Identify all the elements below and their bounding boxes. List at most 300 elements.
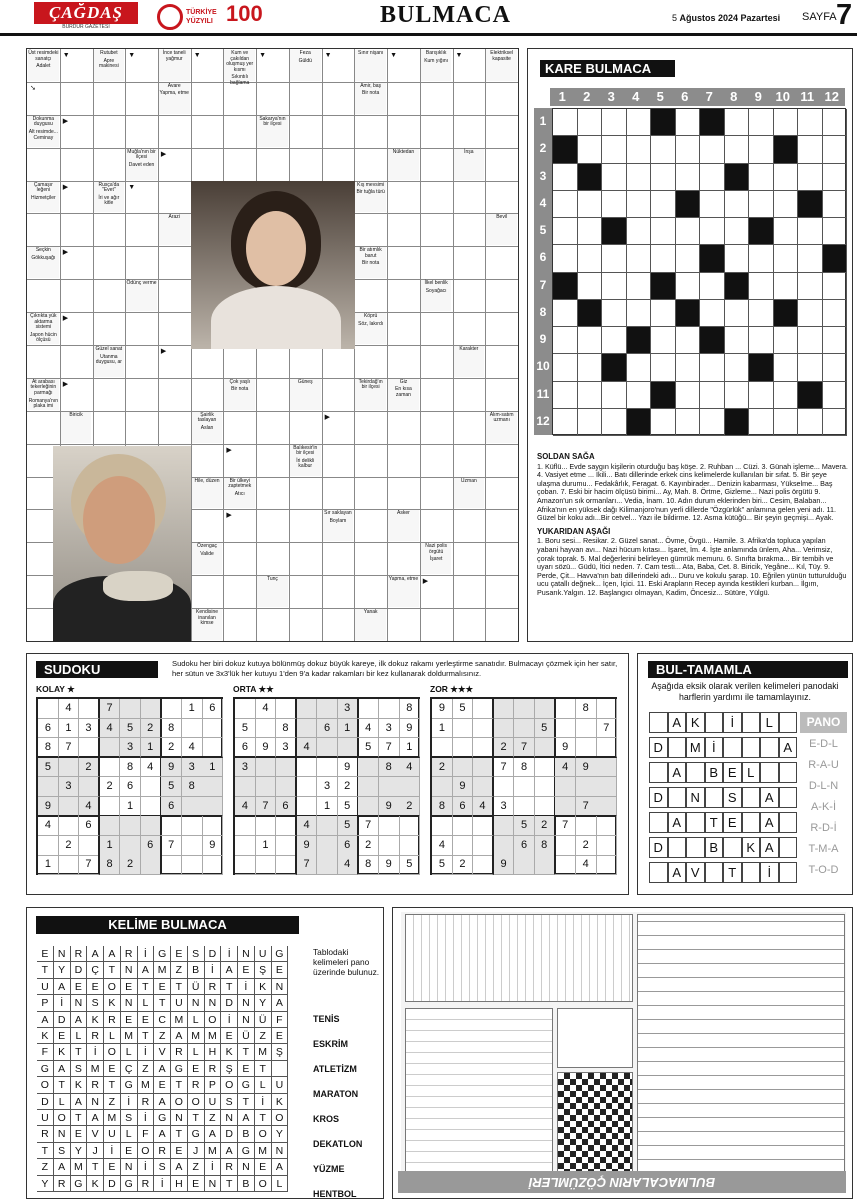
word-search-letter: Y bbox=[37, 1176, 54, 1192]
white-square bbox=[602, 191, 627, 218]
sudoku-cell bbox=[79, 777, 100, 797]
word-search-letter: U bbox=[205, 1094, 222, 1110]
column-number: 1 bbox=[558, 89, 566, 104]
sudoku-cell bbox=[182, 836, 203, 856]
word-search-letter: D bbox=[205, 946, 222, 962]
solution-bul-tamamla bbox=[557, 1008, 633, 1068]
clue-cell bbox=[388, 510, 419, 541]
letter-cell: T bbox=[723, 862, 742, 883]
kare-bulmaca-title: KARE BULMACA bbox=[540, 60, 675, 77]
word-search-letter: C bbox=[154, 1012, 171, 1028]
word-search-letter: O bbox=[171, 1094, 188, 1110]
sudoku-cell bbox=[473, 855, 494, 875]
word-search-letter: R bbox=[138, 1176, 155, 1192]
sudoku-cell: 5 bbox=[535, 719, 556, 739]
white-square bbox=[553, 300, 578, 327]
word-search-letter: A bbox=[154, 1061, 171, 1077]
clue-text: Valide bbox=[200, 550, 214, 557]
word-to-find: KROS bbox=[313, 1114, 340, 1124]
word-search-letter: E bbox=[154, 1077, 171, 1093]
word-search-letter: İ bbox=[205, 1159, 222, 1175]
clue-text: Boylam bbox=[329, 517, 347, 524]
sudoku-cell: 3 bbox=[379, 719, 400, 739]
sudoku-cell bbox=[235, 855, 256, 875]
clue-text: Adalet bbox=[36, 63, 51, 70]
word-search-letter: K bbox=[272, 1094, 289, 1110]
word-search-letter: S bbox=[87, 995, 104, 1011]
word-search-letter: N bbox=[238, 946, 255, 962]
clue-text: Çıkrıkta yük aktarma sistemi bbox=[30, 313, 57, 331]
clue-cell bbox=[94, 182, 125, 213]
clue-cell bbox=[355, 313, 386, 344]
sudoku-cell: 9 bbox=[494, 855, 515, 875]
sudoku-cell bbox=[596, 816, 617, 836]
sudoku-cell: 9 bbox=[338, 758, 359, 778]
sudoku-cell bbox=[514, 777, 535, 797]
sudoku-cell bbox=[79, 738, 100, 758]
clue-text: Balıkesir'in bir ilçesi bbox=[293, 444, 318, 457]
sudoku-cell: 5 bbox=[514, 816, 535, 836]
white-square bbox=[578, 245, 603, 272]
letter-cell bbox=[742, 812, 761, 833]
sudoku-cell bbox=[256, 758, 277, 778]
word-search-letter: N bbox=[54, 1126, 71, 1142]
clue-text: Tunç bbox=[266, 576, 278, 583]
black-square bbox=[651, 382, 676, 409]
clue-cell bbox=[159, 50, 190, 81]
white-square bbox=[774, 354, 799, 381]
white-square bbox=[749, 136, 774, 163]
sudoku-cell bbox=[555, 855, 576, 875]
row-number: 10 bbox=[536, 359, 550, 374]
sudoku-cell bbox=[100, 816, 121, 836]
sudoku-cell bbox=[514, 855, 535, 875]
white-square bbox=[676, 409, 701, 436]
word-search-letter: P bbox=[37, 995, 54, 1011]
sudoku-cell bbox=[494, 777, 515, 797]
letter-cell: A bbox=[760, 787, 779, 808]
word-search-letter: O bbox=[104, 979, 121, 995]
word-search-letter: İ bbox=[221, 1012, 238, 1028]
letter-cell bbox=[686, 812, 705, 833]
white-square bbox=[774, 273, 799, 300]
white-square bbox=[823, 218, 848, 245]
sudoku-cell bbox=[399, 777, 420, 797]
word-search-letter: T bbox=[171, 1126, 188, 1142]
arrow-icon: ▼ bbox=[455, 52, 463, 59]
white-square bbox=[602, 245, 627, 272]
word-search-letter: Y bbox=[71, 1143, 88, 1159]
white-square bbox=[798, 354, 823, 381]
clue-cell bbox=[355, 182, 386, 213]
word-search-letter: L bbox=[121, 1044, 138, 1060]
clue-cell bbox=[94, 50, 125, 81]
word-search-letter: Z bbox=[255, 1028, 272, 1044]
word-search-letter: A bbox=[138, 962, 155, 978]
word-search-letter: T bbox=[71, 1110, 88, 1126]
sudoku-cell bbox=[317, 836, 338, 856]
sudoku-cell: 5 bbox=[161, 777, 182, 797]
black-square bbox=[627, 327, 652, 354]
sudoku-cell bbox=[297, 797, 318, 817]
sudoku-cell: 7 bbox=[161, 836, 182, 856]
word-search-letter: T bbox=[37, 962, 54, 978]
sudoku-cell: 7 bbox=[494, 758, 515, 778]
sudoku-cell: 6 bbox=[141, 836, 162, 856]
row-number: 3 bbox=[539, 168, 547, 183]
clue-text: Uzman bbox=[460, 477, 477, 484]
clue-text: Sınır nişanı bbox=[357, 50, 384, 56]
word-search-letter: K bbox=[54, 1044, 71, 1060]
sudoku-cell: 2 bbox=[79, 758, 100, 778]
clue-text: İnşa bbox=[464, 148, 474, 155]
letter-cell bbox=[649, 812, 668, 833]
solution-main-crossword bbox=[637, 914, 845, 1174]
white-square bbox=[676, 354, 701, 381]
white-square bbox=[676, 327, 701, 354]
word-search-letter: O bbox=[255, 1176, 272, 1192]
sudoku-cell: 2 bbox=[494, 738, 515, 758]
sudoku-cell: 9 bbox=[555, 738, 576, 758]
word-search-letter: G bbox=[238, 1143, 255, 1159]
white-square bbox=[578, 409, 603, 436]
word-search-grid bbox=[37, 946, 305, 1193]
sudoku-cell bbox=[297, 699, 318, 719]
word-search-letter: O bbox=[188, 1094, 205, 1110]
word-search-letter: D bbox=[71, 962, 88, 978]
solutions-banner: BULMACALARIN ÇÖZÜMLERİ bbox=[398, 1171, 846, 1193]
sudoku-cell: 6 bbox=[202, 699, 223, 719]
white-square bbox=[774, 327, 799, 354]
black-square bbox=[798, 382, 823, 409]
word-to-find: HENTBOL bbox=[313, 1189, 357, 1199]
word-search-letter: D bbox=[104, 1176, 121, 1192]
sudoku-cell: 7 bbox=[79, 855, 100, 875]
letter-cell bbox=[779, 712, 798, 733]
issue-date bbox=[672, 13, 780, 23]
word-search-letter: R bbox=[104, 1012, 121, 1028]
sudoku-cell bbox=[317, 699, 338, 719]
white-square bbox=[749, 109, 774, 136]
sudoku-cell bbox=[596, 738, 617, 758]
word-search-letter: E bbox=[154, 979, 171, 995]
word-search-letter: Ç bbox=[121, 1061, 138, 1077]
sudoku-cell: 1 bbox=[100, 836, 121, 856]
page-title: BULMACA bbox=[380, 2, 511, 28]
sudoku-cell bbox=[596, 777, 617, 797]
sudoku-cell bbox=[514, 699, 535, 719]
white-square bbox=[774, 191, 799, 218]
arrow-icon: ▶ bbox=[160, 348, 167, 355]
arrow-icon: ▼ bbox=[128, 183, 136, 191]
word-search-letter: U bbox=[104, 1126, 121, 1142]
word-search-letter: Z bbox=[154, 1028, 171, 1044]
sudoku-cell bbox=[535, 855, 556, 875]
white-square bbox=[602, 273, 627, 300]
column-number: 7 bbox=[705, 89, 713, 104]
word-search-letter: L bbox=[188, 1012, 205, 1028]
word-search-letter: U bbox=[272, 1077, 289, 1093]
word-search-letter: T bbox=[221, 979, 238, 995]
arrow-icon: ▼ bbox=[324, 52, 332, 59]
word-search-letter: V bbox=[87, 1126, 104, 1142]
clue-text: Asker bbox=[397, 510, 410, 517]
black-square bbox=[774, 300, 799, 327]
sudoku-cell bbox=[141, 777, 162, 797]
sudoku-cell bbox=[453, 738, 474, 758]
clue-text: Bir tuğla türü bbox=[356, 189, 385, 196]
sudoku-cell bbox=[59, 797, 80, 817]
sudoku-cell: 3 bbox=[79, 719, 100, 739]
sudoku-cell: 4 bbox=[235, 797, 256, 817]
pano-letters: R-D-İ bbox=[810, 822, 837, 834]
clue-cell bbox=[126, 149, 157, 180]
word-search-letter: J bbox=[188, 1143, 205, 1159]
sudoku-cell bbox=[59, 855, 80, 875]
white-square bbox=[700, 218, 725, 245]
word-search-letter: E bbox=[255, 1159, 272, 1175]
sudoku-cell bbox=[276, 699, 297, 719]
black-square bbox=[700, 327, 725, 354]
word-search-letter: H bbox=[205, 1044, 222, 1060]
sudoku-cell: 8 bbox=[379, 758, 400, 778]
word-search-letter: H bbox=[171, 1176, 188, 1192]
grid-line-h bbox=[27, 378, 518, 379]
letter-cell bbox=[686, 762, 705, 783]
word-search-letter: U bbox=[171, 995, 188, 1011]
arrow-icon: ▶ bbox=[422, 578, 429, 586]
word-search-letter: A bbox=[71, 1012, 88, 1028]
word-search-letter: L bbox=[255, 1077, 272, 1093]
sudoku-cell bbox=[576, 738, 597, 758]
letter-cell: N bbox=[686, 787, 705, 808]
sudoku-cell: 6 bbox=[38, 719, 59, 739]
white-square bbox=[798, 409, 823, 436]
word-search-letter: İ bbox=[87, 1044, 104, 1060]
sudoku-cell: 9 bbox=[161, 758, 182, 778]
white-square bbox=[749, 191, 774, 218]
centenary-logo: 100 bbox=[226, 1, 263, 26]
word-search-letter: Z bbox=[138, 1061, 155, 1077]
letter-cell: T bbox=[705, 812, 724, 833]
word-search-letter: F bbox=[138, 1126, 155, 1142]
word-search-letter: R bbox=[54, 1176, 71, 1192]
sudoku-cell bbox=[379, 699, 400, 719]
word-search-letter: İ bbox=[54, 995, 71, 1011]
clue-text: Kum yığını bbox=[424, 57, 449, 64]
sudoku-cell bbox=[276, 816, 297, 836]
letter-cell: A bbox=[668, 812, 687, 833]
column-number: 4 bbox=[632, 89, 640, 104]
sudoku-cell bbox=[555, 797, 576, 817]
word-search-letter: N bbox=[188, 995, 205, 1011]
word-search-letter: E bbox=[121, 979, 138, 995]
clue-text: Güldü bbox=[298, 57, 312, 64]
word-to-find: ATLETİZM bbox=[313, 1064, 357, 1074]
word-search-letter: R bbox=[71, 946, 88, 962]
sudoku-cell bbox=[235, 836, 256, 856]
arrow-icon: ▶ bbox=[62, 249, 69, 257]
white-square bbox=[725, 245, 750, 272]
word-search-letter: İ bbox=[121, 1094, 138, 1110]
white-square bbox=[725, 109, 750, 136]
sudoku-cell bbox=[120, 699, 141, 719]
clue-text: Bir atımlık barut bbox=[359, 247, 382, 259]
word-search-letter: İ bbox=[138, 1044, 155, 1060]
word-search-letter: M bbox=[255, 1044, 272, 1060]
sudoku-cell: 7 bbox=[555, 816, 576, 836]
black-square bbox=[798, 191, 823, 218]
white-square bbox=[725, 354, 750, 381]
word-search-letter: S bbox=[54, 1143, 71, 1159]
white-square bbox=[578, 136, 603, 163]
sudoku-level-label: ZOR ★★★ bbox=[430, 684, 474, 694]
sudoku-cell bbox=[453, 758, 474, 778]
white-square bbox=[602, 136, 627, 163]
clue-text: Bir ülkeyi zaptetmek bbox=[228, 477, 252, 490]
sudoku-cell bbox=[202, 855, 223, 875]
word-search-letter: N bbox=[71, 995, 88, 1011]
word-search-letter: A bbox=[171, 1028, 188, 1044]
sudoku-cell bbox=[473, 758, 494, 778]
word-search-letter: K bbox=[255, 979, 272, 995]
sudoku-cell bbox=[473, 816, 494, 836]
clue-cell bbox=[355, 379, 386, 410]
word-to-find: YÜZME bbox=[313, 1164, 345, 1174]
word-search-letter: R bbox=[37, 1126, 54, 1142]
sudoku-cell: 9 bbox=[399, 719, 420, 739]
sudoku-cell: 9 bbox=[38, 797, 59, 817]
sudoku-cell bbox=[399, 836, 420, 856]
black-square bbox=[553, 136, 578, 163]
word-search-letter: T bbox=[104, 1077, 121, 1093]
sudoku-cell: 2 bbox=[399, 797, 420, 817]
clue-text: Karakter bbox=[459, 346, 479, 352]
sudoku-cell: 3 bbox=[338, 699, 359, 719]
clue-cell bbox=[421, 50, 452, 81]
sudoku-cell bbox=[79, 836, 100, 856]
white-square bbox=[700, 191, 725, 218]
word-search-letter: D bbox=[221, 1126, 238, 1142]
white-square bbox=[774, 245, 799, 272]
row-number: 7 bbox=[539, 277, 547, 292]
sudoku-cell bbox=[59, 758, 80, 778]
clue-cell bbox=[323, 510, 354, 541]
clue-cell bbox=[355, 247, 386, 278]
word-search-letter: R bbox=[87, 1028, 104, 1044]
column-number: 9 bbox=[754, 89, 762, 104]
clue-cell bbox=[224, 478, 255, 509]
letter-cell: B bbox=[705, 762, 724, 783]
sudoku-cell bbox=[297, 719, 318, 739]
clue-text: Kış mevsimi bbox=[357, 181, 385, 188]
black-square bbox=[700, 245, 725, 272]
sudoku-cell bbox=[317, 758, 338, 778]
letter-cell: İ bbox=[705, 737, 724, 758]
word-search-letter: N bbox=[221, 1110, 238, 1126]
sudoku-cell: 4 bbox=[297, 816, 318, 836]
white-square bbox=[676, 218, 701, 245]
pano-letters: R-A-U bbox=[808, 759, 839, 771]
letter-cell bbox=[779, 762, 798, 783]
solution-kare bbox=[557, 1072, 633, 1174]
word-search-letter: Ü bbox=[238, 1028, 255, 1044]
sudoku-cell bbox=[256, 719, 277, 739]
white-square bbox=[823, 109, 848, 136]
sudoku-cell: 5 bbox=[358, 738, 379, 758]
sudoku-cell: 5 bbox=[235, 719, 256, 739]
word-search-letter: N bbox=[171, 1110, 188, 1126]
clue-text: Romanya'nın plaka imi bbox=[28, 397, 58, 410]
word-search-letter: T bbox=[71, 1044, 88, 1060]
word-to-find: ESKRİM bbox=[313, 1039, 349, 1049]
black-square bbox=[725, 409, 750, 436]
word-search-letter: L bbox=[138, 995, 155, 1011]
white-square bbox=[823, 300, 848, 327]
sudoku-cell bbox=[453, 836, 474, 856]
word-search-letter: R bbox=[138, 1094, 155, 1110]
word-search-letter: T bbox=[138, 979, 155, 995]
letter-cell: İ bbox=[723, 712, 742, 733]
letter-cell bbox=[723, 837, 742, 858]
sudoku-grid bbox=[233, 697, 420, 875]
white-square bbox=[627, 273, 652, 300]
letter-cell bbox=[649, 862, 668, 883]
word-search-letter: Ş bbox=[255, 962, 272, 978]
clue-text: Şairlik taslayan bbox=[197, 411, 217, 424]
clue-cell bbox=[454, 149, 485, 180]
sudoku-cell: 1 bbox=[141, 738, 162, 758]
clue-cell bbox=[290, 50, 321, 81]
row-number: 2 bbox=[539, 141, 547, 156]
turkiye-yuzyili-text: TÜRKİYE YÜZYILI bbox=[186, 9, 217, 25]
letter-cell bbox=[742, 862, 761, 883]
clue-text: Nüktedan bbox=[392, 148, 415, 155]
white-square bbox=[651, 327, 676, 354]
word-search-letter: B bbox=[238, 1176, 255, 1192]
word-search-letter: D bbox=[54, 1012, 71, 1028]
sudoku-cell: 2 bbox=[432, 758, 453, 778]
page-number: 7 bbox=[836, 0, 853, 31]
sudoku-cell: 3 bbox=[494, 797, 515, 817]
word-search-letter: K bbox=[37, 1028, 54, 1044]
white-square bbox=[725, 300, 750, 327]
white-square bbox=[798, 245, 823, 272]
white-square bbox=[676, 109, 701, 136]
word-search-letter: T bbox=[154, 995, 171, 1011]
word-search-letter: R bbox=[154, 1143, 171, 1159]
word-to-find: MARATON bbox=[313, 1089, 359, 1099]
arrow-icon: ▼ bbox=[193, 52, 201, 59]
grid-line-h bbox=[27, 82, 518, 83]
letter-cell bbox=[705, 787, 724, 808]
white-square bbox=[798, 136, 823, 163]
word-search-letter: Ü bbox=[188, 979, 205, 995]
sudoku-cell bbox=[473, 719, 494, 739]
word-search-letter: E bbox=[37, 946, 54, 962]
word-search-letter: A bbox=[87, 1110, 104, 1126]
white-square bbox=[651, 300, 676, 327]
sudoku-cell: 5 bbox=[399, 855, 420, 875]
sudoku-cell: 6 bbox=[276, 797, 297, 817]
word-search-letter: A bbox=[71, 1094, 88, 1110]
grid-line-h bbox=[27, 411, 518, 412]
sudoku-cell bbox=[141, 699, 162, 719]
word-search-letter: E bbox=[238, 1061, 255, 1077]
sudoku-cell bbox=[182, 816, 203, 836]
white-square bbox=[823, 354, 848, 381]
clue-text: Bir nota bbox=[231, 386, 249, 393]
